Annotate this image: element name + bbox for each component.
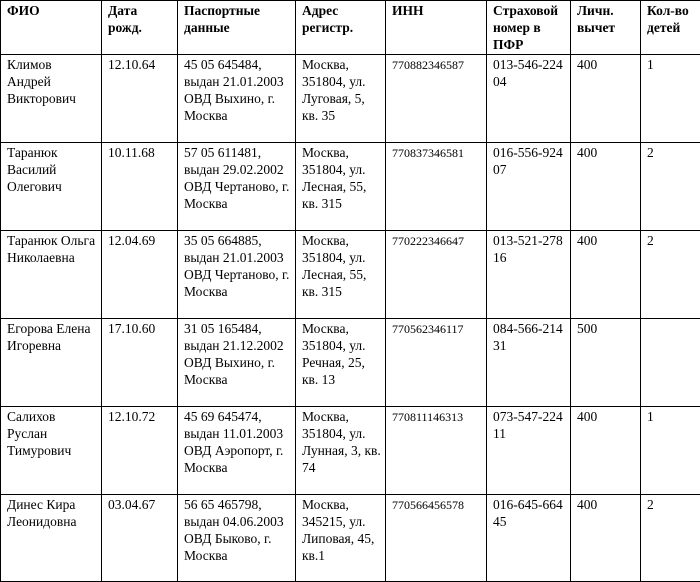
cell-birth-date: 12.10.64 bbox=[102, 55, 178, 143]
cell-birth-date: 12.10.72 bbox=[102, 407, 178, 495]
cell-children: 1 bbox=[641, 55, 700, 143]
cell-address: Москва, 351804, ул. Луговая, 5, кв. 35 bbox=[296, 55, 386, 143]
cell-children: 2 bbox=[641, 495, 700, 582]
cell-passport: 31 05 165484, выдан 21.12.2002 ОВД Выхино, г. Москва bbox=[178, 319, 296, 407]
cell-passport: 45 05 645484, выдан 21.01.2003 ОВД Выхино, г. Москва bbox=[178, 55, 296, 143]
cell-birth-date: 12.04.69 bbox=[102, 231, 178, 319]
cell-address: Москва, 351804, ул. Лесная, 55, кв. 315 bbox=[296, 143, 386, 231]
header-address: Адрес регистр. bbox=[296, 1, 386, 55]
cell-address: Москва, 345215, ул. Липовая, 45, кв.1 bbox=[296, 495, 386, 582]
cell-passport: 45 69 645474, выдан 11.01.2003 ОВД Аэропорт, г. Москва bbox=[178, 407, 296, 495]
cell-pfr-number: 013-546-224 04 bbox=[487, 55, 571, 143]
cell-address: Москва, 351804, ул. Лунная, 3, кв. 74 bbox=[296, 407, 386, 495]
cell-passport: 56 65 465798, выдан 04.06.2003 ОВД Быково, г. Москва bbox=[178, 495, 296, 582]
cell-fio: Климов Андрей Викторович bbox=[1, 55, 102, 143]
header-fio: ФИО bbox=[1, 1, 102, 55]
cell-fio: Таранюк Василий Олегович bbox=[1, 143, 102, 231]
header-passport: Паспортные данные bbox=[178, 1, 296, 55]
cell-pfr-number: 073-547-224 11 bbox=[487, 407, 571, 495]
header-row bbox=[1, 1, 700, 55]
table-row bbox=[1, 55, 700, 143]
cell-birth-date: 10.11.68 bbox=[102, 143, 178, 231]
cell-deduction: 400 bbox=[571, 407, 641, 495]
table-row bbox=[1, 319, 700, 407]
cell-children: 2 bbox=[641, 143, 700, 231]
cell-address: Москва, 351804, ул. Речная, 25, кв. 13 bbox=[296, 319, 386, 407]
cell-deduction: 400 bbox=[571, 495, 641, 582]
cell-fio: Салихов Руслан Тимурович bbox=[1, 407, 102, 495]
cell-children: 2 bbox=[641, 231, 700, 319]
header-birth-date: Дата рожд. bbox=[102, 1, 178, 55]
cell-inn: 770837346581 bbox=[386, 143, 487, 231]
cell-inn: 770566456578 bbox=[386, 495, 487, 582]
table-row bbox=[1, 407, 700, 495]
cell-fio: Таранюк Ольга Николаевна bbox=[1, 231, 102, 319]
cell-pfr-number: 084-566-214 31 bbox=[487, 319, 571, 407]
header-pfr-number: Страховой номер в ПФР bbox=[487, 1, 571, 55]
cell-fio: Егорова Елена Игоревна bbox=[1, 319, 102, 407]
cell-birth-date: 17.10.60 bbox=[102, 319, 178, 407]
cell-address: Москва, 351804, ул. Лесная, 55, кв. 315 bbox=[296, 231, 386, 319]
cell-pfr-number: 013-521-278 16 bbox=[487, 231, 571, 319]
cell-inn: 770811146313 bbox=[386, 407, 487, 495]
cell-deduction: 400 bbox=[571, 143, 641, 231]
cell-deduction: 500 bbox=[571, 319, 641, 407]
cell-children bbox=[641, 319, 700, 407]
cell-deduction: 400 bbox=[571, 55, 641, 143]
cell-deduction: 400 bbox=[571, 231, 641, 319]
cell-children: 1 bbox=[641, 407, 700, 495]
header-inn: ИНН bbox=[386, 1, 487, 55]
cell-fio: Динес Кира Леонидовна bbox=[1, 495, 102, 582]
cell-pfr-number: 016-556-924 07 bbox=[487, 143, 571, 231]
cell-pfr-number: 016-645-664 45 bbox=[487, 495, 571, 582]
table-row bbox=[1, 231, 700, 319]
cell-inn: 770882346587 bbox=[386, 55, 487, 143]
header-deduction: Личн. вычет bbox=[571, 1, 641, 55]
header-children: Кол-во детей bbox=[641, 1, 700, 55]
cell-inn: 770562346117 bbox=[386, 319, 487, 407]
cell-inn: 770222346647 bbox=[386, 231, 487, 319]
table-row bbox=[1, 495, 700, 582]
cell-birth-date: 03.04.67 bbox=[102, 495, 178, 582]
cell-passport: 57 05 611481, выдан 29.02.2002 ОВД Чертаново, г. Москва bbox=[178, 143, 296, 231]
cell-passport: 35 05 664885, выдан 21.01.2003 ОВД Чертаново, г. Москва bbox=[178, 231, 296, 319]
table-row bbox=[1, 143, 700, 231]
